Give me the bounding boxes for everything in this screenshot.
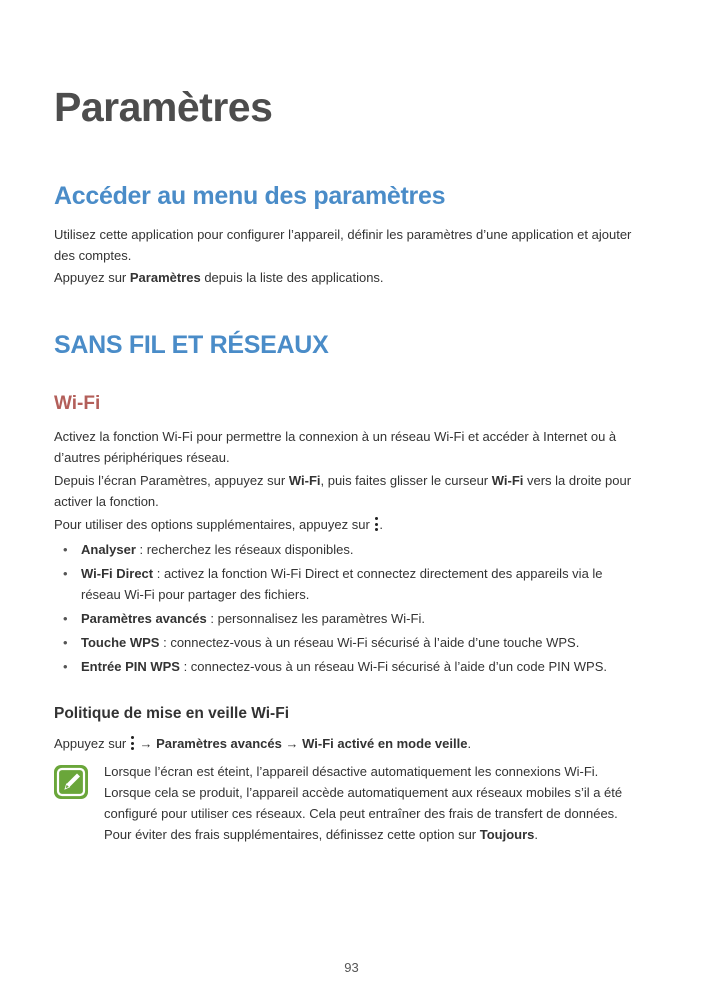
wifi-intro-paragraph: Activez la fonction Wi-Fi pour permettre la connexion à un réseau Wi-Fi et accéder à Internet ou à d’autres périphériques réseau. [54,429,617,465]
list-item [54,563,644,605]
option-term: Wi-Fi Direct [81,566,154,581]
more-options-paragraph [54,514,644,535]
note-option-value: Toujours [479,827,535,842]
note-pencil-icon [54,765,88,799]
option-term: Paramètres avancés [81,611,207,626]
section-heading-wireless: SANS FIL ET RÉSEAUX [54,331,329,359]
text: . [379,517,384,532]
settings-app-name: Paramètres [129,270,201,285]
list-item [54,539,644,560]
text: , puis faites glisser le curseur [320,473,492,488]
arrow: → [135,736,157,751]
text: depuis la liste des applications. [200,270,384,285]
note-body: Lorsque l’écran est éteint, l’appareil désactive automatiquement les connexions Wi-Fi. Lorsque cela se produit, l’appareil accède automatiquement aux réseaux mobiles s’il a été configuré pour utiliser ces réseaux. Cela peut entraîner des frais de transfert de données. Pour éviter des frais supplémentaires, définissez cette option sur [104,764,623,842]
option-description: : connectez-vous à un réseau Wi-Fi sécurisé à l’aide d’une touche WPS. [159,635,580,650]
option-description: : personnalisez les paramètres Wi-Fi. [206,611,425,626]
option-term: Analyser [81,542,136,557]
sleep-policy-instruction [54,733,644,754]
arrow: → [281,736,303,751]
option-term: Touche WPS [81,635,160,650]
wifi-options-list [54,539,644,680]
wifi-term: Wi-Fi [491,473,524,488]
text: . [534,827,539,842]
wifi-activate-paragraph [54,470,644,512]
wifi-heading: Wi-Fi [54,393,101,414]
list-item [54,656,644,677]
wifi-term: Wi-Fi [288,473,321,488]
page-number: 93 [344,960,359,975]
bullet: • [63,659,68,674]
bullet: • [63,542,68,557]
note-text [104,761,644,845]
menu-path-advanced: Paramètres avancés [156,736,282,751]
text: Appuyez sur [54,736,130,751]
bullet: • [63,566,68,581]
text: Depuis l’écran Paramètres, appuyez sur [54,473,289,488]
option-description: : activez la fonction Wi-Fi Direct et connectez directement des appareils via le réseau Wi-Fi pour partager des fichiers. [81,566,603,602]
menu-path-wifi-sleep: Wi-Fi activé en mode veille [302,736,468,751]
open-settings-instruction [54,267,644,288]
chapter-title: Paramètres [54,84,273,130]
more-options-icon [131,736,135,750]
option-term: Entrée PIN WPS [81,659,180,674]
section-heading-settings-menu: Accéder au menu des paramètres [54,182,446,210]
bullet: • [63,635,68,650]
text: vers la droite pour activer la fonction. [54,473,632,509]
option-description: : connectez-vous à un réseau Wi-Fi sécurisé à l’aide d’un code PIN WPS. [179,659,607,674]
list-item [54,632,644,653]
text: Pour utiliser des options supplémentaires, appuyez sur [54,517,374,532]
list-item [54,608,644,629]
sleep-policy-heading: Politique de mise en veille Wi-Fi [54,705,289,722]
bullet: • [63,611,68,626]
text: Appuyez sur [54,270,130,285]
intro-paragraph: Utilisez cette application pour configurer l’appareil, définir les paramètres d’une application et ajouter des comptes. [54,227,632,263]
option-description: : recherchez les réseaux disponibles. [135,542,354,557]
text: . [467,736,472,751]
more-options-icon [374,517,378,531]
